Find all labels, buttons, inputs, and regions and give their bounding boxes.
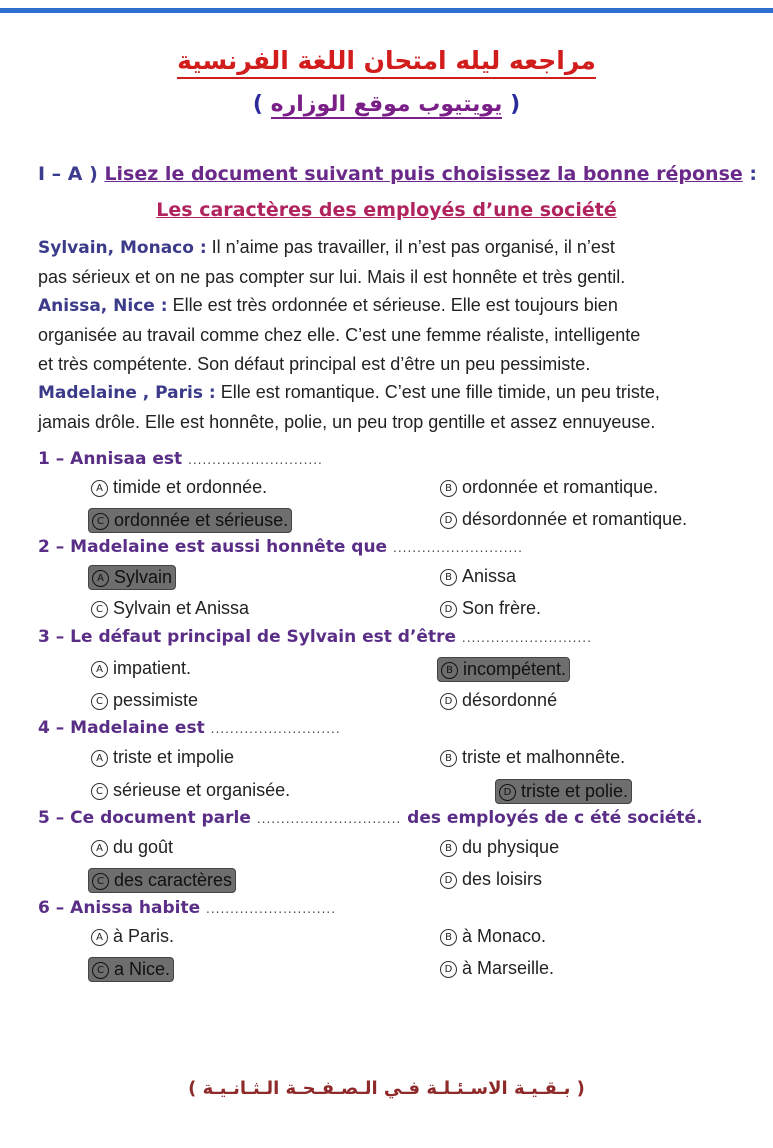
option-text: pessimiste xyxy=(113,690,199,710)
option-4d[interactable] xyxy=(495,779,632,804)
paragraph-name: Sylvain, Monaco : xyxy=(38,238,207,258)
paragraph-line: organisée au travail comme chez elle. C’est une femme réaliste, intelligente xyxy=(38,325,641,345)
question-text-after: des employés de c été société. xyxy=(407,808,703,828)
letter-b-icon: B xyxy=(440,569,457,586)
letter-b-icon: B xyxy=(440,750,457,767)
paragraph-line: Il n’aime pas travailler, il n’est pas organisé, il n’est xyxy=(211,237,615,257)
question-text: 2 – Madelaine est aussi honnête que xyxy=(38,537,388,557)
option-text: Sylvain et Anissa xyxy=(113,598,250,618)
letter-c-icon: C xyxy=(92,962,109,979)
option-text: à Paris. xyxy=(113,926,175,946)
letter-d-icon: D xyxy=(499,784,516,801)
answer-blank: ........................... xyxy=(393,541,523,555)
subtitle-open-paren: ( xyxy=(510,92,521,117)
question-6 xyxy=(38,898,336,918)
question-5 xyxy=(38,808,703,828)
option-text: impatient. xyxy=(113,658,192,678)
question-2 xyxy=(38,537,523,557)
paragraph-name: Madelaine , Paris : xyxy=(38,383,216,403)
option-1b[interactable] xyxy=(437,476,661,499)
option-3c[interactable] xyxy=(88,689,201,712)
question-4 xyxy=(38,718,341,738)
answer-blank: .............................. xyxy=(256,812,402,826)
question-text: 5 – Ce document parle xyxy=(38,808,251,828)
option-text: du goût xyxy=(113,837,174,857)
letter-b-icon: B xyxy=(440,480,457,497)
option-2d[interactable] xyxy=(437,597,544,620)
question-text: 4 – Madelaine est xyxy=(38,718,205,738)
option-text: des loisirs xyxy=(462,869,543,889)
letter-a-icon: A xyxy=(91,661,108,678)
letter-c-icon: C xyxy=(91,693,108,710)
option-6d[interactable] xyxy=(437,957,557,980)
option-1c[interactable] xyxy=(88,508,292,533)
answer-blank: ........................... xyxy=(206,902,337,916)
answer-blank: ........................... xyxy=(210,722,341,736)
option-text: Son frère. xyxy=(462,598,542,618)
question-text: 1 – Annisaa est xyxy=(38,449,183,469)
option-text: sérieuse et organisée. xyxy=(113,780,291,800)
letter-c-icon: C xyxy=(92,873,109,890)
instruction-suffix: : xyxy=(749,163,758,185)
option-text: triste et polie. xyxy=(521,781,629,801)
letter-d-icon: D xyxy=(440,601,457,618)
option-3b[interactable] xyxy=(437,657,570,682)
option-4c[interactable] xyxy=(88,779,293,802)
letter-a-icon: A xyxy=(92,570,109,587)
instruction-prefix: I – A ) xyxy=(38,163,98,185)
option-2b[interactable] xyxy=(437,565,519,588)
option-6b[interactable] xyxy=(437,925,549,948)
paragraph-line: jamais drôle. Elle est honnête, polie, un peu trop gentille et assez ennuyeuse. xyxy=(38,412,656,432)
footer-note: ( بـقـيـة الاسـئـلـة فـي الـصـفـحـة الـثـانـيـة ) xyxy=(188,1078,585,1099)
subtitle-close-paren: ) xyxy=(252,92,263,117)
letter-b-icon: B xyxy=(440,929,457,946)
option-5c[interactable] xyxy=(88,868,236,893)
option-2c[interactable] xyxy=(88,597,252,620)
letter-c-icon: C xyxy=(91,783,108,800)
letter-c-icon: C xyxy=(91,601,108,618)
option-4b[interactable] xyxy=(437,746,628,769)
option-text: des caractères xyxy=(114,870,233,890)
option-5d[interactable] xyxy=(437,868,545,891)
answer-blank: ............................ xyxy=(188,453,323,467)
letter-a-icon: A xyxy=(91,480,108,497)
top-border xyxy=(0,8,773,13)
letter-b-icon: B xyxy=(440,840,457,857)
letter-c-icon: C xyxy=(92,513,109,530)
page-subtitle xyxy=(0,92,773,117)
subtitle-text: يويتيوب موقع الوزاره xyxy=(270,92,503,117)
question-1 xyxy=(38,449,323,469)
option-text: incompétent. xyxy=(463,659,567,679)
question-text: 3 – Le défaut principal de Sylvain est d’être xyxy=(38,627,456,647)
option-1d[interactable] xyxy=(437,508,690,531)
option-text: Anissa xyxy=(462,566,517,586)
option-text: timide et ordonnée. xyxy=(113,477,268,497)
option-5b[interactable] xyxy=(437,836,562,859)
answer-blank: ........................... xyxy=(461,631,592,645)
paragraph-line: Elle est très ordonnée et sérieuse. Elle est toujours bien xyxy=(172,295,618,315)
option-5a[interactable] xyxy=(88,836,176,859)
paragraph-line: pas sérieux et on ne pas compter sur lui. Mais il est honnête et très gentil. xyxy=(38,267,626,287)
option-text: Sylvain xyxy=(114,567,173,587)
paragraph-madelaine xyxy=(38,378,753,437)
option-text: désordonné xyxy=(462,690,558,710)
letter-d-icon: D xyxy=(440,693,457,710)
document-title: Les caractères des employés d’une société xyxy=(156,199,617,221)
option-text: ordonnée et sérieuse. xyxy=(114,510,289,530)
paragraph-sylvain xyxy=(38,233,753,292)
letter-a-icon: A xyxy=(91,750,108,767)
option-text: à Monaco. xyxy=(462,926,547,946)
letter-d-icon: D xyxy=(440,872,457,889)
option-3a[interactable] xyxy=(88,657,194,680)
option-text: à Marseille. xyxy=(462,958,555,978)
paragraph-line: Elle est romantique. C’est une fille timide, un peu triste, xyxy=(220,382,660,402)
letter-a-icon: A xyxy=(91,929,108,946)
option-2a[interactable] xyxy=(88,565,176,590)
question-text: 6 – Anissa habite xyxy=(38,898,201,918)
option-text: ordonnée et romantique. xyxy=(462,477,659,497)
option-4a[interactable] xyxy=(88,746,237,769)
letter-b-icon: B xyxy=(441,662,458,679)
paragraph-line: et très compétente. Son défaut principal est d’être un peu pessimiste. xyxy=(38,354,591,374)
option-text: triste et impolie xyxy=(113,747,235,767)
letter-d-icon: D xyxy=(440,512,457,529)
page-title xyxy=(0,46,773,75)
letter-a-icon: A xyxy=(91,840,108,857)
option-6a[interactable] xyxy=(88,925,177,948)
option-text: du physique xyxy=(462,837,560,857)
option-text: a Nice. xyxy=(114,959,171,979)
option-3d[interactable] xyxy=(437,689,560,712)
paragraph-anissa xyxy=(38,291,753,379)
question-3 xyxy=(38,627,592,647)
instruction-text: Lisez le document suivant puis choisissez la bonne réponse xyxy=(104,163,743,185)
instruction xyxy=(38,163,757,185)
letter-d-icon: D xyxy=(440,961,457,978)
paragraph-name: Anissa, Nice : xyxy=(38,296,168,316)
option-6c[interactable] xyxy=(88,957,174,982)
option-1a[interactable] xyxy=(88,476,270,499)
option-text: triste et malhonnête. xyxy=(462,747,626,767)
option-text: désordonnée et romantique. xyxy=(462,509,688,529)
page-title-text: مراجعه ليله امتحان اللغة الفرنسية xyxy=(177,46,596,79)
